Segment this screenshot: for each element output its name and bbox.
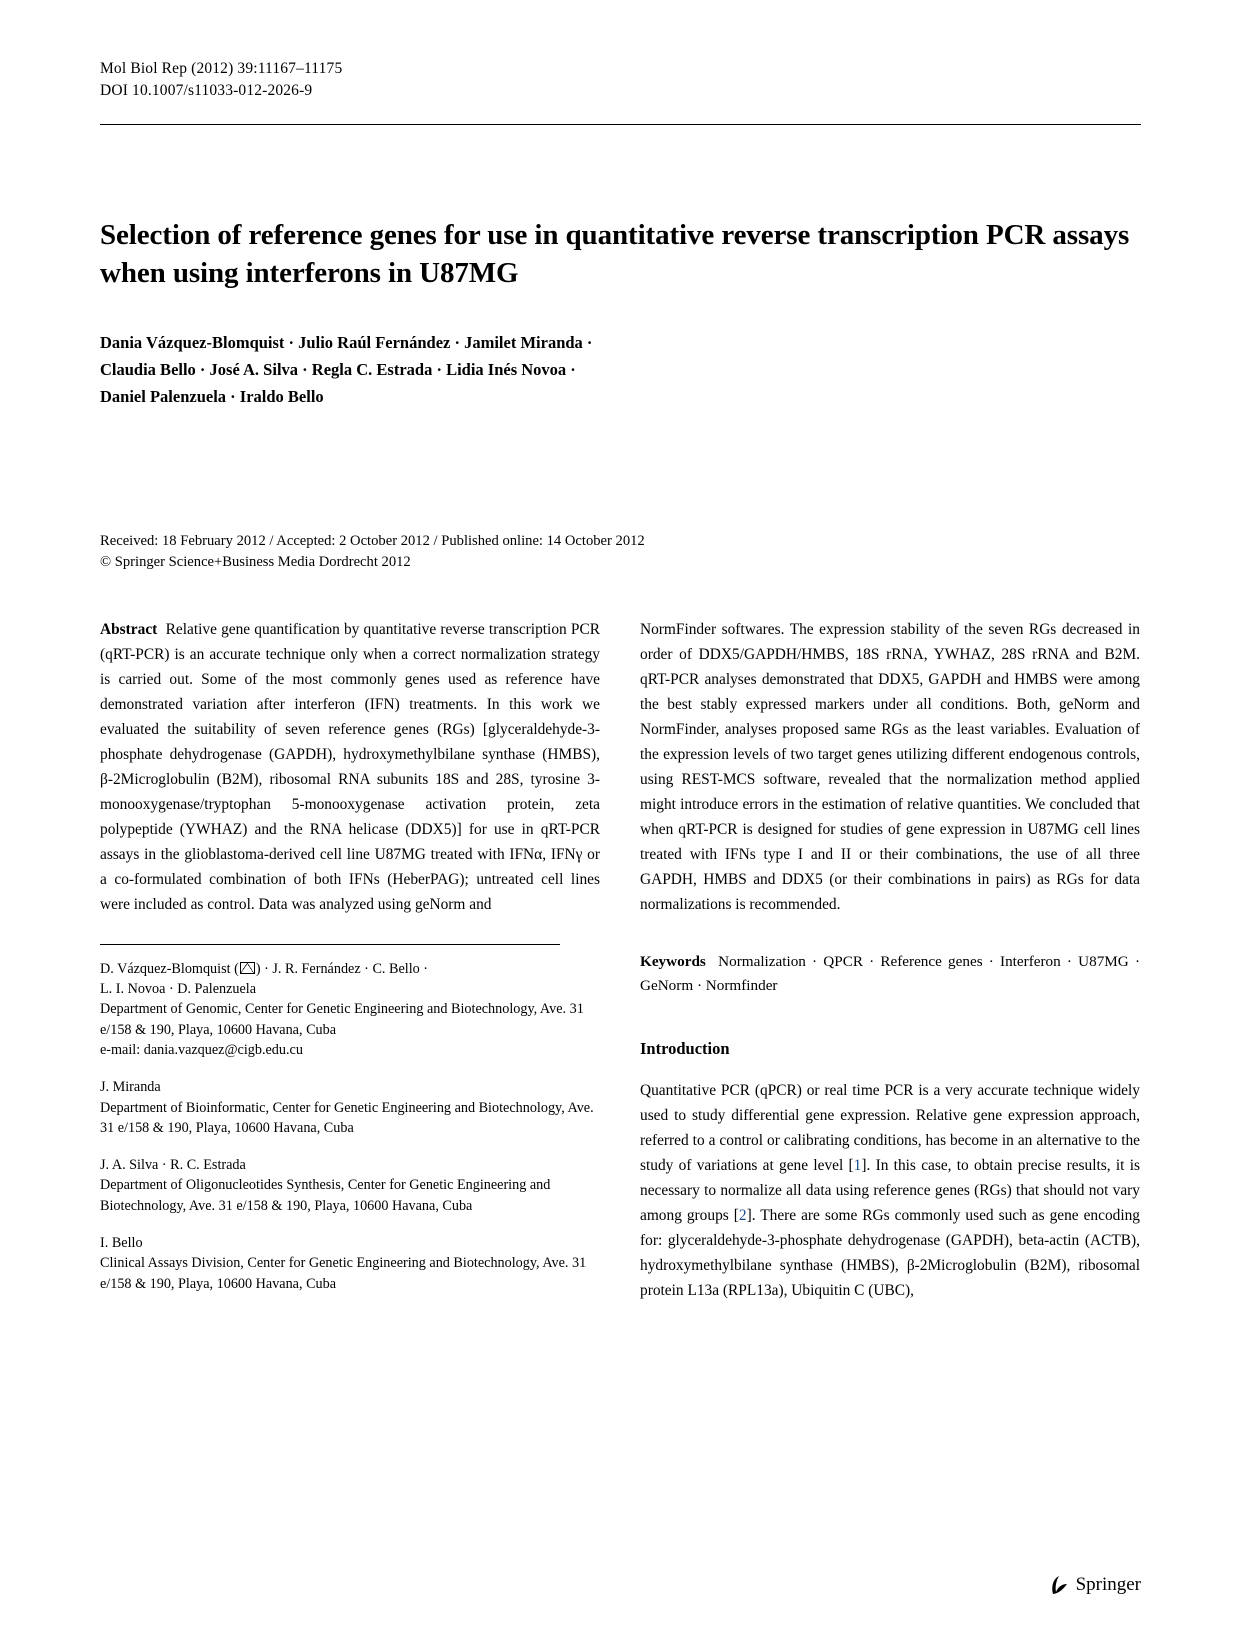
copyright-line: © Springer Science+Business Media Dordrecht 2012 (100, 554, 411, 571)
affiliation-names: J. A. Silva · R. C. Estrada (100, 1157, 246, 1174)
doi-line: DOI 10.1007/s11033-012-2026-9 (100, 82, 313, 99)
page-title: Selection of reference genes for use in quantitative reverse transcription PCR assays when using interferons in U87MG (100, 219, 1130, 289)
journal-header (100, 58, 1141, 102)
affiliation-item (100, 1233, 600, 1294)
affiliation-item (100, 1077, 600, 1138)
affiliation-address: Clinical Assays Division, Center for Genetic Engineering and Biotechnology, Ave. 31 e/158 & 190, Playa, 10600 Havana, Cuba (100, 1255, 587, 1292)
keywords-label: Keywords (640, 952, 706, 970)
right-column (640, 618, 1140, 1311)
affiliation-address: Department of Bioinformatic, Center for Genetic Engineering and Biotechnology, Ave. 31 e/158 & 190, Playa, 10600 Havana, Cuba (100, 1099, 594, 1136)
introduction-paragraph (640, 1079, 1140, 1304)
springer-logo-icon (1050, 1575, 1069, 1596)
author-line: Daniel Palenzuela · Iraldo Bello (100, 386, 324, 406)
two-column-body (100, 618, 1141, 1311)
affiliation-address: Department of Genomic, Center for Genetic Engineering and Biotechnology, Ave. 31 e/158 & 190, Playa, 10600 Havana, Cuba (100, 1001, 584, 1038)
affiliation-email[interactable]: e-mail: dania.vazquez@cigb.edu.cu (100, 1041, 303, 1058)
envelope-icon (240, 962, 255, 974)
intro-text-b: ]. In this case, to obtain precise results, it is necessary to normalize all data using reference genes (RGs) that should not vary among groups [ (640, 1156, 1140, 1224)
left-column (100, 618, 600, 1311)
abstract-paragraph (100, 618, 600, 917)
publisher-name: Springer (1075, 1574, 1141, 1595)
received-line: Received: 18 February 2012 / Accepted: 2 October 2012 / Published online: 14 October 2012 (100, 532, 645, 549)
abstract-text-part1: Relative gene quantification by quantitative reverse transcription PCR (qRT-PCR) is an accurate technique only when a correct normalization strategy is carried out. Some of the most commonly genes used as reference have demonstrated variation after interferon (IFN) treatments. In this work we evaluated the suitability of seven reference genes (RGs) [glyceraldehyde-3-phosphate dehydrogenase (GAPDH), hydroxymethylbilane synthase (HMBS), β-2Microglobulin (B2M), ribosomal RNA subunits 18S and 28S, tyrosine 3-monooxygenase/tryptophan 5-monooxygenase activation protein, zeta polypeptide (YWHAZ) and the RNA helicase (DDX5)] for use in qRT-PCR assays in the glioblastoma-derived cell line U87MG treated with IFNα, IFNγ or a co-formulated combination of both IFNs (HeberPAG); untreated cell lines were included as control. Data was analyzed using geNorm and (100, 621, 600, 913)
author-line: Claudia Bello · José A. Silva · Regla C. Estrada · Lidia Inés Novoa · (100, 360, 576, 380)
abstract-continued: NormFinder softwares. The expression stability of the seven RGs decreased in order of DDX5/GAPDH/HMBS, 18S rRNA, YWHAZ, 28S rRNA and B2M. qRT-PCR analyses demonstrated that DDX5, GAPDH and HMBS were among the best stably expressed markers under all conditions. Both, geNorm and NormFinder, analyses proposed same RGs as the least variables. Evaluation of the expression levels of two target genes utilizing different endogenous controls, using REST-MCS software, revealed that the normalization method applied might introduce errors in the estimation of relative quantities. We concluded that when qRT-PCR is designed for studies of gene expression in U87MG cell lines treated with IFNs type I and II or their combinations, the use of all three GAPDH, HMBS and DDX5 (or their combinations in pairs) as RGs for data normalizations is recommended. (640, 621, 1140, 913)
author-line: Dania Vázquez-Blomquist · Julio Raúl Fernández · Jamilet Miranda · (100, 333, 593, 353)
intro-text-a: Quantitative PCR (qPCR) or real time PCR is a very accurate technique widely used to study differential gene expression. Relative gene expression approach, referred to a control or calibrating conditions, has become in an alternative to the study of variations at gene level [ (640, 1082, 1140, 1174)
journal-reference: Mol Biol Rep (2012) 39:11167–11175 (100, 60, 343, 77)
citation-ref-1[interactable]: 1 (853, 1156, 862, 1174)
header-divider (100, 124, 1141, 125)
affiliation-names: J. Miranda (100, 1079, 161, 1096)
affiliation-item (100, 1155, 600, 1216)
affiliation-names: I. Bello (100, 1235, 143, 1252)
affiliation-names-after: ) · J. R. Fernández · C. Bello · (255, 960, 429, 977)
affiliation-names-line2: L. I. Novoa · D. Palenzuela (100, 981, 257, 998)
intro-text-c: ]. There are some RGs commonly used such as gene encoding for: glyceraldehyde-3-phosphate dehydrogenase (GAPDH), beta-actin (ACTB), hydroxymethylbilane synthase (HMBS), β-2Microglobulin (B2M), ribosomal protein L13a (RPL13a), Ubiquitin C (UBC), (640, 1206, 1141, 1299)
author-list (100, 330, 1141, 410)
publication-dates (100, 531, 1141, 575)
affiliation-address: Department of Oligonucleotides Synthesis, Center for Genetic Engineering and Biotechnology, Ave. 31 e/158 & 190, Playa, 10600 Havana, Cuba (100, 1177, 551, 1214)
citation-ref-2[interactable]: 2 (738, 1206, 747, 1224)
abstract-label: Abstract (100, 621, 158, 639)
affiliation-names-before: D. Vázquez-Blomquist ( (100, 960, 239, 977)
section-heading-introduction: Introduction (640, 1039, 730, 1058)
affiliation-divider (100, 944, 560, 945)
affiliation-item (100, 959, 600, 1060)
keywords-block (640, 950, 1140, 999)
affiliation-block (100, 959, 600, 1294)
publisher-footer (1050, 1574, 1141, 1596)
keywords-text: Normalization · QPCR · Reference genes · Interferon · U87MG · GeNorm · Normfinder (640, 952, 1140, 995)
